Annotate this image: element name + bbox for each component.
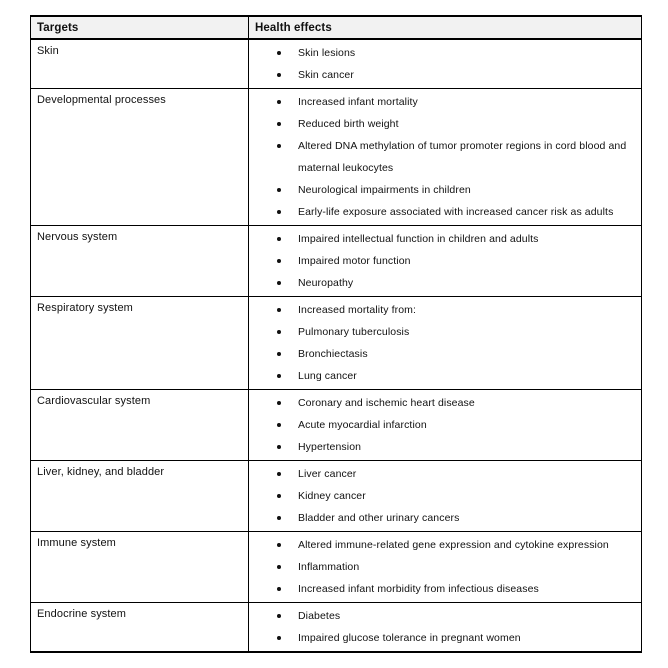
bullet-icon (277, 352, 281, 356)
table-row (31, 39, 642, 89)
table-row (31, 297, 642, 390)
effects-cell (249, 390, 642, 461)
effect-text: Bladder and other urinary cancers (298, 512, 460, 524)
effect-text: Increased infant morbidity from infectious diseases (298, 583, 539, 595)
bullet-icon (277, 259, 281, 263)
bullet-icon (277, 73, 281, 77)
target-cell: Endocrine system (31, 603, 249, 653)
effects-cell (249, 226, 642, 297)
effect-text: Neuropathy (298, 277, 354, 289)
header-health-effects: Health effects (249, 16, 642, 39)
effect-text: Increased infant mortality (298, 96, 418, 108)
effect-item (277, 91, 637, 113)
effect-text: Bronchiectasis (298, 348, 368, 360)
effect-text: Acute myocardial infarction (298, 419, 427, 431)
bullet-icon (277, 494, 281, 498)
header-targets: Targets (31, 16, 249, 39)
bullet-icon (277, 330, 281, 334)
bullet-icon (277, 401, 281, 405)
effect-item (277, 578, 637, 600)
effect-text: Hypertension (298, 441, 362, 453)
effect-item (277, 42, 637, 64)
bullet-icon (277, 308, 281, 312)
header-row (31, 16, 642, 39)
effect-text: Diabetes (298, 610, 341, 622)
effect-text: Altered immune-related gene expression and cytokine expression (298, 539, 609, 551)
effect-item (277, 113, 637, 135)
table-header (31, 16, 642, 39)
effects-cell (249, 39, 642, 89)
bullet-icon (277, 122, 281, 126)
table-row (31, 89, 642, 226)
bullet-icon (277, 51, 281, 55)
bullet-icon (277, 423, 281, 427)
effect-text: Liver cancer (298, 468, 357, 480)
effects-list (249, 463, 637, 529)
table-body (31, 39, 642, 652)
bullet-icon (277, 237, 281, 241)
effect-item (277, 228, 637, 250)
effects-list (249, 392, 637, 458)
effect-item (277, 463, 637, 485)
effect-item (277, 556, 637, 578)
bullet-icon (277, 188, 281, 192)
target-cell: Skin (31, 39, 249, 89)
table-row (31, 226, 642, 297)
effect-text: Altered DNA methylation of tumor promoter regions in cord blood and maternal leukocytes (298, 140, 627, 174)
target-cell: Developmental processes (31, 89, 249, 226)
bullet-icon (277, 587, 281, 591)
bullet-icon (277, 614, 281, 618)
effect-item (277, 135, 637, 179)
bullet-icon (277, 636, 281, 640)
bullet-icon (277, 210, 281, 214)
effect-item (277, 272, 637, 294)
effect-item (277, 436, 637, 458)
effect-text: Skin lesions (298, 47, 356, 59)
effect-item (277, 343, 637, 365)
effect-item (277, 507, 637, 529)
effect-item (277, 605, 637, 627)
effect-text: Impaired motor function (298, 255, 411, 267)
effect-text: Skin cancer (298, 69, 354, 81)
effect-text: Increased mortality from: (298, 304, 417, 316)
effect-text: Impaired glucose tolerance in pregnant women (298, 632, 521, 644)
effect-text: Coronary and ischemic heart disease (298, 397, 475, 409)
bullet-icon (277, 445, 281, 449)
effect-text: Early-life exposure associated with increased cancer risk as adults (298, 206, 614, 218)
effects-list (249, 228, 637, 294)
bullet-icon (277, 565, 281, 569)
table-row (31, 461, 642, 532)
bullet-icon (277, 281, 281, 285)
effect-text: Kidney cancer (298, 490, 366, 502)
effect-text: Reduced birth weight (298, 118, 399, 130)
table-row (31, 390, 642, 461)
target-cell: Cardiovascular system (31, 390, 249, 461)
effect-item (277, 485, 637, 507)
effect-item (277, 392, 637, 414)
effects-cell (249, 297, 642, 390)
effects-cell (249, 89, 642, 226)
effect-item (277, 64, 637, 86)
effects-list (249, 91, 637, 223)
target-cell: Respiratory system (31, 297, 249, 390)
effect-text: Impaired intellectual function in children and adults (298, 233, 539, 245)
effect-text: Pulmonary tuberculosis (298, 326, 410, 338)
effect-text: Inflammation (298, 561, 360, 573)
target-cell: Liver, kidney, and bladder (31, 461, 249, 532)
bullet-icon (277, 472, 281, 476)
bullet-icon (277, 100, 281, 104)
table-row (31, 532, 642, 603)
effect-item (277, 534, 637, 556)
effect-item (277, 627, 637, 649)
effect-item (277, 250, 637, 272)
bullet-icon (277, 543, 281, 547)
bullet-icon (277, 374, 281, 378)
effect-item (277, 201, 637, 223)
effect-item (277, 321, 637, 343)
bullet-icon (277, 144, 281, 148)
effect-item (277, 179, 637, 201)
target-cell: Immune system (31, 532, 249, 603)
effect-item (277, 365, 637, 387)
effects-cell (249, 603, 642, 653)
effects-list (249, 299, 637, 387)
effects-list (249, 605, 637, 649)
effect-item (277, 299, 637, 321)
effect-text: Lung cancer (298, 370, 357, 382)
effects-cell (249, 532, 642, 603)
table-row (31, 603, 642, 653)
health-effects-table (30, 15, 642, 653)
effect-text: Neurological impairments in children (298, 184, 471, 196)
effects-cell (249, 461, 642, 532)
target-cell: Nervous system (31, 226, 249, 297)
effects-list (249, 534, 637, 600)
effect-item (277, 414, 637, 436)
bullet-icon (277, 516, 281, 520)
effects-list (249, 42, 637, 86)
